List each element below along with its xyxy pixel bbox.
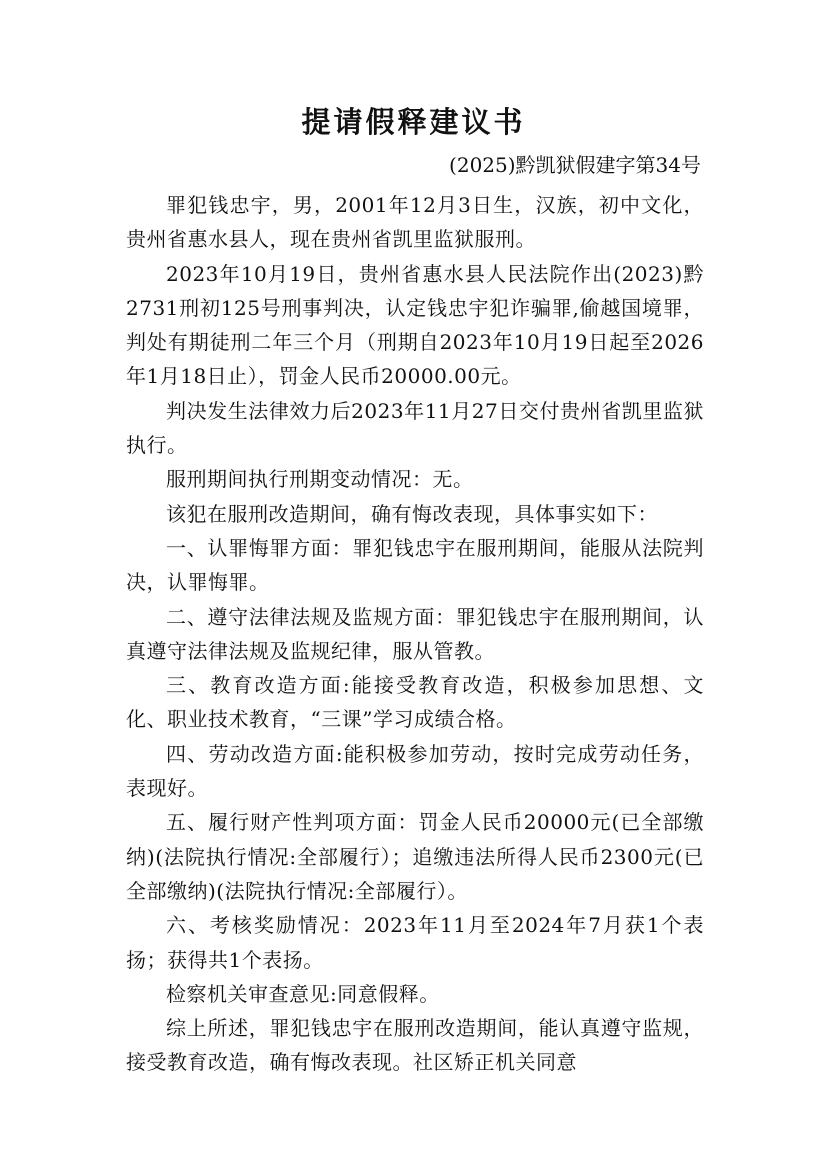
paragraph-item-6: 六、考核奖励情况：2023年11月至2024年7月获1个表扬；获得共1个表扬。 bbox=[126, 913, 704, 972]
document-body bbox=[126, 188, 704, 1080]
paragraph-item-4: 四、劳动改造方面:能积极参加劳动，按时完成劳动任务，表现好。 bbox=[126, 741, 704, 801]
paragraph-procuratorate-opinion: 检察机关审查意见:同意假释。 bbox=[166, 981, 440, 1006]
document-number: (2025)黔凯狱假建字第34号 bbox=[449, 153, 701, 177]
paragraph-item-2: 二、遵守法律法规及监规方面：罪犯钱忠宇在服刑期间，认真遵守法律法规及监规纪律，服从管教。 bbox=[126, 604, 704, 663]
paragraph-item-1: 一、认罪悔罪方面：罪犯钱忠宇在服刑期间，能服从法院判决，认罪悔罪。 bbox=[126, 535, 704, 595]
paragraph-prisoner-info: 罪犯钱忠宇，男，2001年12月3日生，汉族，初中文化，贵州省惠水县人，现在贵州省凯里监狱服刑。 bbox=[126, 193, 704, 252]
paragraph-judgment: 2023年10月19日，贵州省惠水县人民法院作出(2023)黔2731刑初125号刑事判决，认定钱忠宇犯诈骗罪,偷越国境罪，判处有期徒刑二年三个月（刑期自2023年10月19日起至2026年1月18日止），罚金人民币20000.00元。 bbox=[126, 261, 704, 389]
paragraph-repentance-intro: 该犯在服刑改造期间，确有悔改表现，具体事实如下： bbox=[166, 501, 658, 526]
paragraph-item-5: 五、履行财产性判项方面：罚金人民币20000元(已全部缴纳)(法院执行情况:全部履行）；追缴违法所得人民币2300元(已全部缴纳)(法院执行情况:全部履行）。 bbox=[126, 810, 704, 903]
paragraph-conclusion: 综上所述，罪犯钱忠宇在服刑改造期间，能认真遵守监规，接受教育改造，确有悔改表现。社区矫正机关同意 bbox=[126, 1016, 704, 1075]
paragraph-delivery: 判决发生法律效力后2023年11月27日交付贵州省凯里监狱执行。 bbox=[126, 398, 704, 458]
paragraph-item-3: 三、教育改造方面:能接受教育改造，积极参加思想、文化、职业技术教育，“三课”学习成绩合格。 bbox=[126, 673, 704, 732]
paragraph-sentence-changes: 服刑期间执行刑期变动情况：无。 bbox=[166, 467, 474, 492]
document-title: 提请假释建议书 bbox=[301, 105, 526, 139]
